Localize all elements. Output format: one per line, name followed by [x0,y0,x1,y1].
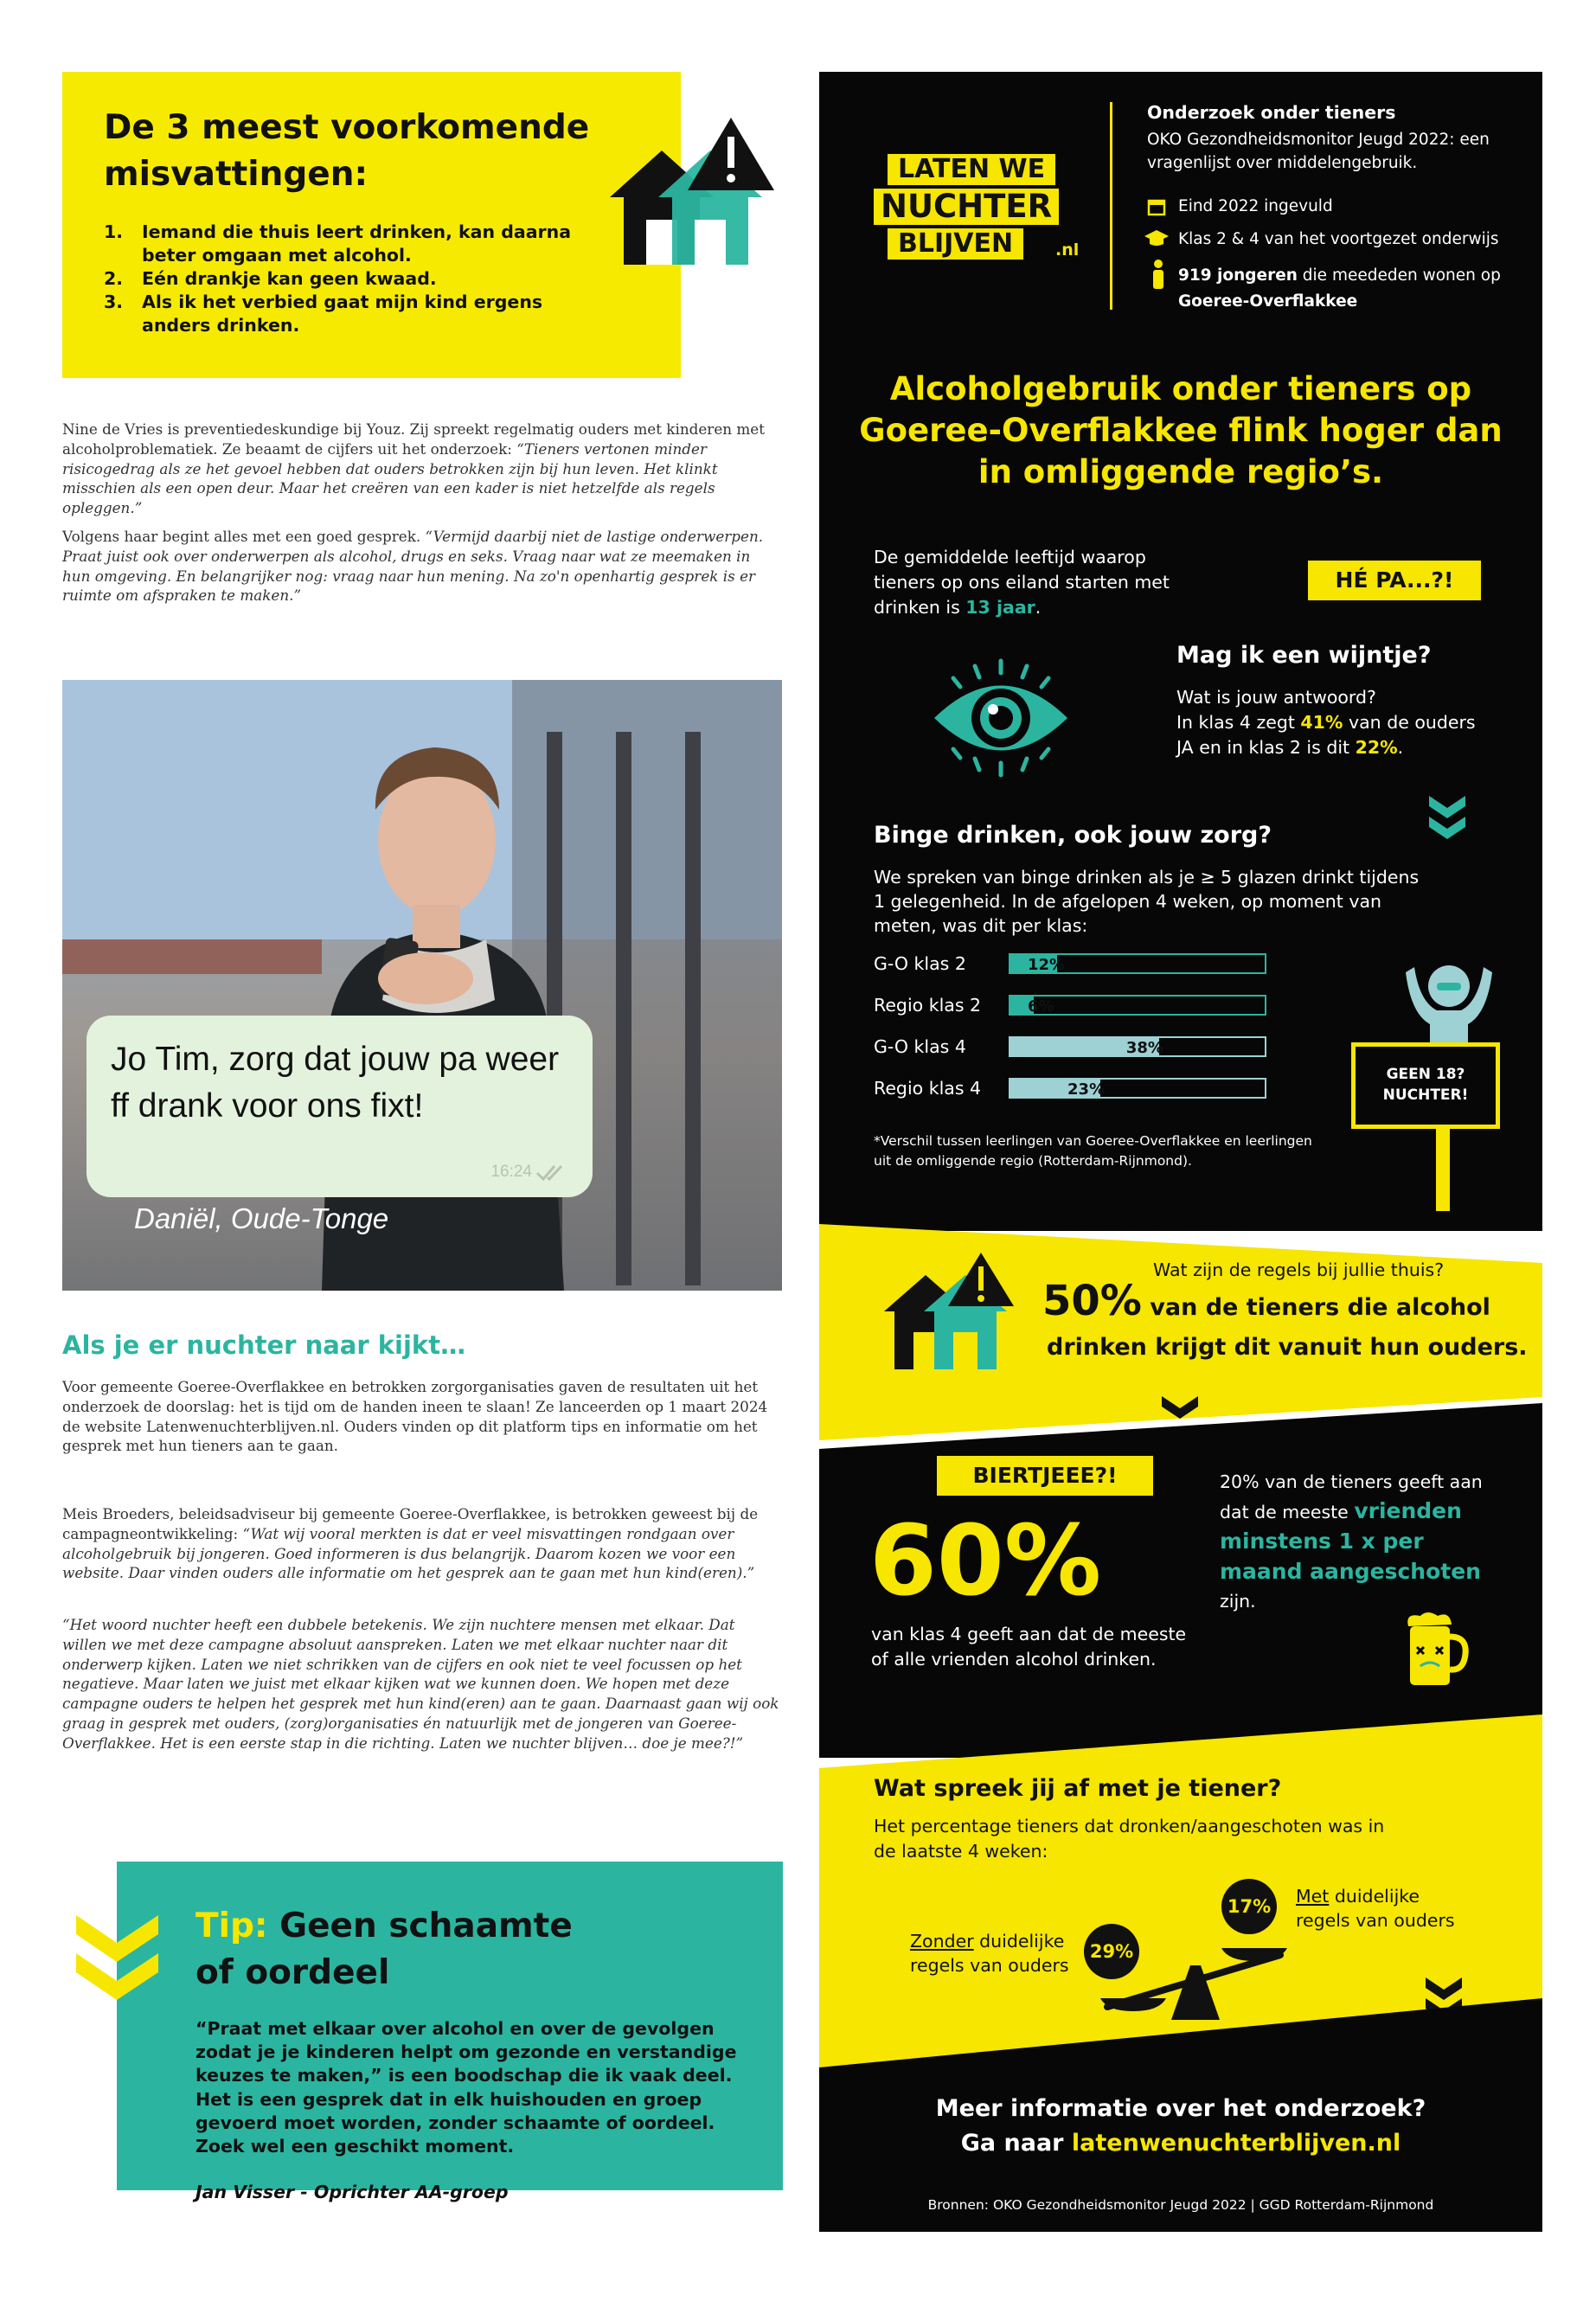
chart-bar-track [1009,1078,1266,1099]
item-text: Als ik het verbied gaat mijn kind ergens anders drinken. [142,292,543,336]
vrienden-pct: 60% [869,1505,1102,1618]
vrienden-right-b: vrienden minstens 1 x per maand aangeschoten [1220,1498,1481,1584]
list-item [104,291,588,337]
wijntje-title: Mag ik een wijntje? [1176,642,1432,669]
hepa-label: HÉ PA...?! [1308,561,1481,600]
list-item [104,221,588,267]
logo-line-1: LATEN WE [888,154,1055,185]
nuchter-quote: “Het woord nuchter heeft een dubbele betekenis. We zijn nuchtere mensen met elkaar. Dat willen we met deze campagne absoluut aanspreken. Laten we met elkaar nuchter naar dit onderwerp kijken. Laten we niet schrikken van de cijfers en ook niet te veel focussen op het negatieve. Maar laten we juist met elkaar kijken wat we kunnen doen. We hopen met deze campagne ouders te helpen het gesprek met hun kind(eren) aan te gaan. Daarnaast gaan wij ook graag in gesprek met ouders, (zorg)organisaties én natuurlijk met de jongeren van Goeree-Overflakkee. Het is een eerste stap in die richting. Laten we nuchter blijven… doe je mee?!” [62,1616,779,1752]
binge-title: Binge drinken, ook jouw zorg? [874,822,1272,849]
leeftijd-value: 13 jaar [965,597,1035,618]
item-number: 2. [104,268,124,289]
chart-category-label: Regio klas 4 [874,1078,982,1099]
wijntje-line2a: In klas 4 zegt [1176,712,1301,733]
calendar-icon [1147,197,1166,216]
chart-category-label: G-O klas 4 [874,1036,966,1057]
zonder-rest: duidelijke [973,1931,1065,1952]
tip-author: Jan Visser - Oprichter AA-groep [195,2182,509,2202]
double-check-icon [535,1163,568,1182]
nuchter-heading: Als je er nuchter naar kijkt… [62,1330,466,1360]
nuchter-paragraph-1: Voor gemeente Goeree-Overflakkee en betrokken zorgorganisaties gaven de resultaten uit het onderzoek de doorslag: het is tijd om de handen ineen te slaan! Ze lanceerden op 1 maart 2024 de website Latenwenuchterblijven.nl. Ouders vinden op dit platform tips en informatie om het gesprek met hun tieners aan te gaan. [62,1378,768,1455]
onderzoek-subtitle: OKO Gezondheidsmonitor Jeugd 2022: een vragenlijst over middelengebruik. [1147,131,1490,172]
meer-line2: Ga naar [960,2130,1072,2157]
onderzoek-item-1: Eind 2022 ingevuld [1178,197,1333,215]
misvattingen-box [62,72,681,378]
house-warning-icon [610,118,783,265]
tip-title-text: Geen schaamte [279,1907,573,1945]
regels-pct: 50% [1042,1277,1142,1325]
sign-board: GEEN 18? NUCHTER! [1351,1042,1500,1129]
leeftijd-end: . [1035,597,1042,618]
zonder-regels-label [910,1929,1069,1977]
intro-text: Nine de Vries is preventiedeskundige bij Youz. Zij spreekt regelmatig ouders met kinderen met alcoholproblematiek. Ze beaamt de cijfers uit het onderzoek: [62,420,765,458]
logo-suffix: .nl [1055,240,1080,260]
item3-place: Goeree-Overflakkee [1178,292,1358,311]
wijntje-end: . [1397,737,1404,758]
vrienden-text: van klas 4 geeft aan dat de meeste of alle vrienden alcohol drinken. [871,1624,1187,1670]
regels-text-1: van de tieners die alcohol [1141,1294,1490,1321]
misvattingen-title: De 3 meest voorkomende misvattingen: [104,108,590,194]
list-item [104,267,588,291]
photo-teen-phone [62,680,782,1291]
tip-quote: “Praat met elkaar over alcohol en over de gevolgen zodat je je kinderen helpt om gezonde en verstandige keuzes te maken,” is een boodschap die ik vaak deel. Het is een gesprek dat in elk huishouden en groep gevoerd moet worden, zonder schaamte of oordeel. Zoek wel een geschikt moment. [195,2018,737,2157]
chart-category-label: G-O klas 2 [874,953,966,974]
met-label: Met [1296,1886,1330,1907]
afspraken-text: Het percentage tieners dat dronken/aangeschoten was in de laatste 4 weken: [874,1816,1385,1862]
eye-icon [927,657,1074,779]
photo-caption: Daniël, Oude-Tonge [134,1202,389,1234]
meer-line1: Meer informatie over het onderzoek? [935,2095,1426,2122]
tip-title-line2: of oordeel [195,1953,390,1992]
afspraken-title: Wat spreek jij af met je tiener? [874,1775,1282,1802]
binge-chart [874,953,1272,1126]
regels-text [1042,1277,1490,1325]
item-text: Eén drankje kan geen kwaad. [142,268,437,289]
tip-title [195,1903,749,1997]
zonder-label: Zonder [910,1931,974,1952]
vrienden-right-text [1220,1468,1505,1616]
binge-text: We spreken van binge drinken als je ≥ 5 glazen drinkt tijdens 1 gelegenheid. In de afgelopen 4 weken, op moment van meten, was dit per klas: [874,867,1420,936]
wijntje-line2b: van de ouders JA en in klas 2 is dit [1176,712,1476,758]
logo-line-2: NUCHTER [874,189,1059,225]
chart-category-label: Regio klas 2 [874,995,982,1016]
main-headline: Alcoholgebruik onder tieners op Goeree-Overflakkee flink hoger dan in omliggende regio’s. [859,370,1503,490]
item-text: Iemand die thuis leert drinken, kan daarna beter omgaan met alcohol. [142,221,572,266]
nuchter-paragraph-2 [62,1504,782,1583]
divider [1110,102,1112,310]
intro-quote: “Tieners vertonen minder risicogedrag als ze het gevoel hebben dat ouders betrokken zijn bij hun leven. Het klinkt misschien als een open deur. Maar het creëren van een kader is niet hetzelfde als regels opleggen.” [62,439,718,517]
met-rest: duidelijke [1329,1886,1420,1907]
zonder-pct: 29% [1084,1924,1139,1979]
chart-bar-label: 23% [1067,1080,1106,1099]
leeftijd-sentence: De gemiddelde leeftijd waarop tieners op ons eiland starten met drinken is [874,547,1170,618]
wijntje-line1: Wat is jouw antwoord? [1176,687,1376,708]
wijntje-pct-klas4: 41% [1300,712,1343,733]
leeftijd-text [874,545,1185,620]
intro-paragraph-1 [62,420,782,518]
wijntje-pct-klas2: 22% [1355,737,1398,758]
onderzoek-item-2: Klas 2 & 4 van het voortgezet onderwijs [1178,230,1499,248]
zonder-line2: regels van ouders [910,1955,1069,1976]
nuchter-text: Meis Broeders, beleidsadviseur bij gemeente Goeree-Overflakkee, is betrokken geweest bij de campagneontwikkeling: [62,1505,759,1542]
vrienden-right-a: 20% van de tieners geeft aan dat de meeste [1220,1471,1483,1522]
chart-bar-track [1009,953,1266,974]
double-chevron-icon [76,1915,158,2000]
binge-footnote: *Verschil tussen leerlingen van Goeree-Overflakkee en leerlingen uit de omliggende regio (Rotterdam-Rijnmond). [874,1133,1312,1169]
sign-post [1436,1125,1450,1211]
nuchter-paragraph-3 [62,1615,782,1753]
misvattingen-list [104,221,588,337]
bronnen: Bronnen: OKO Gezondheidsmonitor Jeugd 2022 | GGD Rotterdam-Rijnmond [927,2197,1434,2213]
chart-bar-label: 6% [1028,997,1054,1016]
intro-text: Volgens haar begint alles met een goed gesprek. [62,528,426,545]
item-number: 3. [104,292,124,312]
regels-text-2: drinken krijgt dit vanuit hun ouders. [1047,1334,1528,1361]
beer-mug-icon [1401,1611,1471,1689]
nuchter-quote: “Wat wij vooral merkten is dat er veel misvattingen rondgaan over alcoholgebruik bij jongeren. Goed informeren is dus belangrijk. Daarom kozen we voor een website. Daar vinden ouders alle informatie om het gesprek aan te gaan met hun kind(eren).” [62,1524,755,1582]
met-regels-label [1296,1884,1455,1932]
chart-bar-track [1009,1036,1266,1057]
jongeren-count: 919 jongeren [1178,266,1298,285]
person-icon [1151,260,1166,289]
house-warning-icon [884,1253,1040,1369]
vrienden-right-c: zijn. [1220,1591,1256,1612]
met-pct: 17% [1221,1879,1277,1934]
website-link[interactable]: latenwenuchterblijven.nl [1071,2130,1401,2157]
chart-bar-label: 12% [1028,956,1066,974]
chat-message: Jo Tim, zorg dat jouw pa weer ff drank voor ons fixt! [111,1041,560,1125]
meer-info [819,2092,1542,2161]
wijntje-text [1176,685,1497,760]
item-number: 1. [104,221,124,242]
biertje-label: BIERTJEEE?! [937,1456,1153,1496]
met-line2: regels van ouders [1296,1910,1455,1931]
intro-quote: “Vermijd daarbij niet de lastige onderwerpen. Praat juist ook over onderwerpen als alcohol, drugs en seks. Vraag naar wat ze meemaken in hun omgeving. En belangrijker nog: vraag naar hun mening. Na zo'n openhartig gesprek is er ruimte om afspraken te maken.” [62,528,764,605]
logo-line-3: BLIJVEN [888,228,1023,260]
onderzoek-item-3 [1178,263,1507,315]
campaign-logo [874,149,1092,270]
double-chevron-icon [1429,796,1465,839]
regels-question: Wat zijn de regels bij jullie thuis? [1153,1259,1445,1280]
chart-bar-label: 38% [1125,1039,1163,1057]
teen-illustration [62,680,782,1291]
chart-bar-track [1009,995,1266,1016]
tip-label: Tip: [195,1907,268,1945]
item3-text: die meededen wonen op [1297,266,1501,285]
chat-bubble [87,1016,593,1197]
graduation-cap-icon [1144,228,1170,247]
onderzoek-title: Onderzoek onder tieners [1147,102,1396,123]
intro-paragraph-2 [62,527,782,606]
chat-time: 16:24 [490,1163,532,1181]
